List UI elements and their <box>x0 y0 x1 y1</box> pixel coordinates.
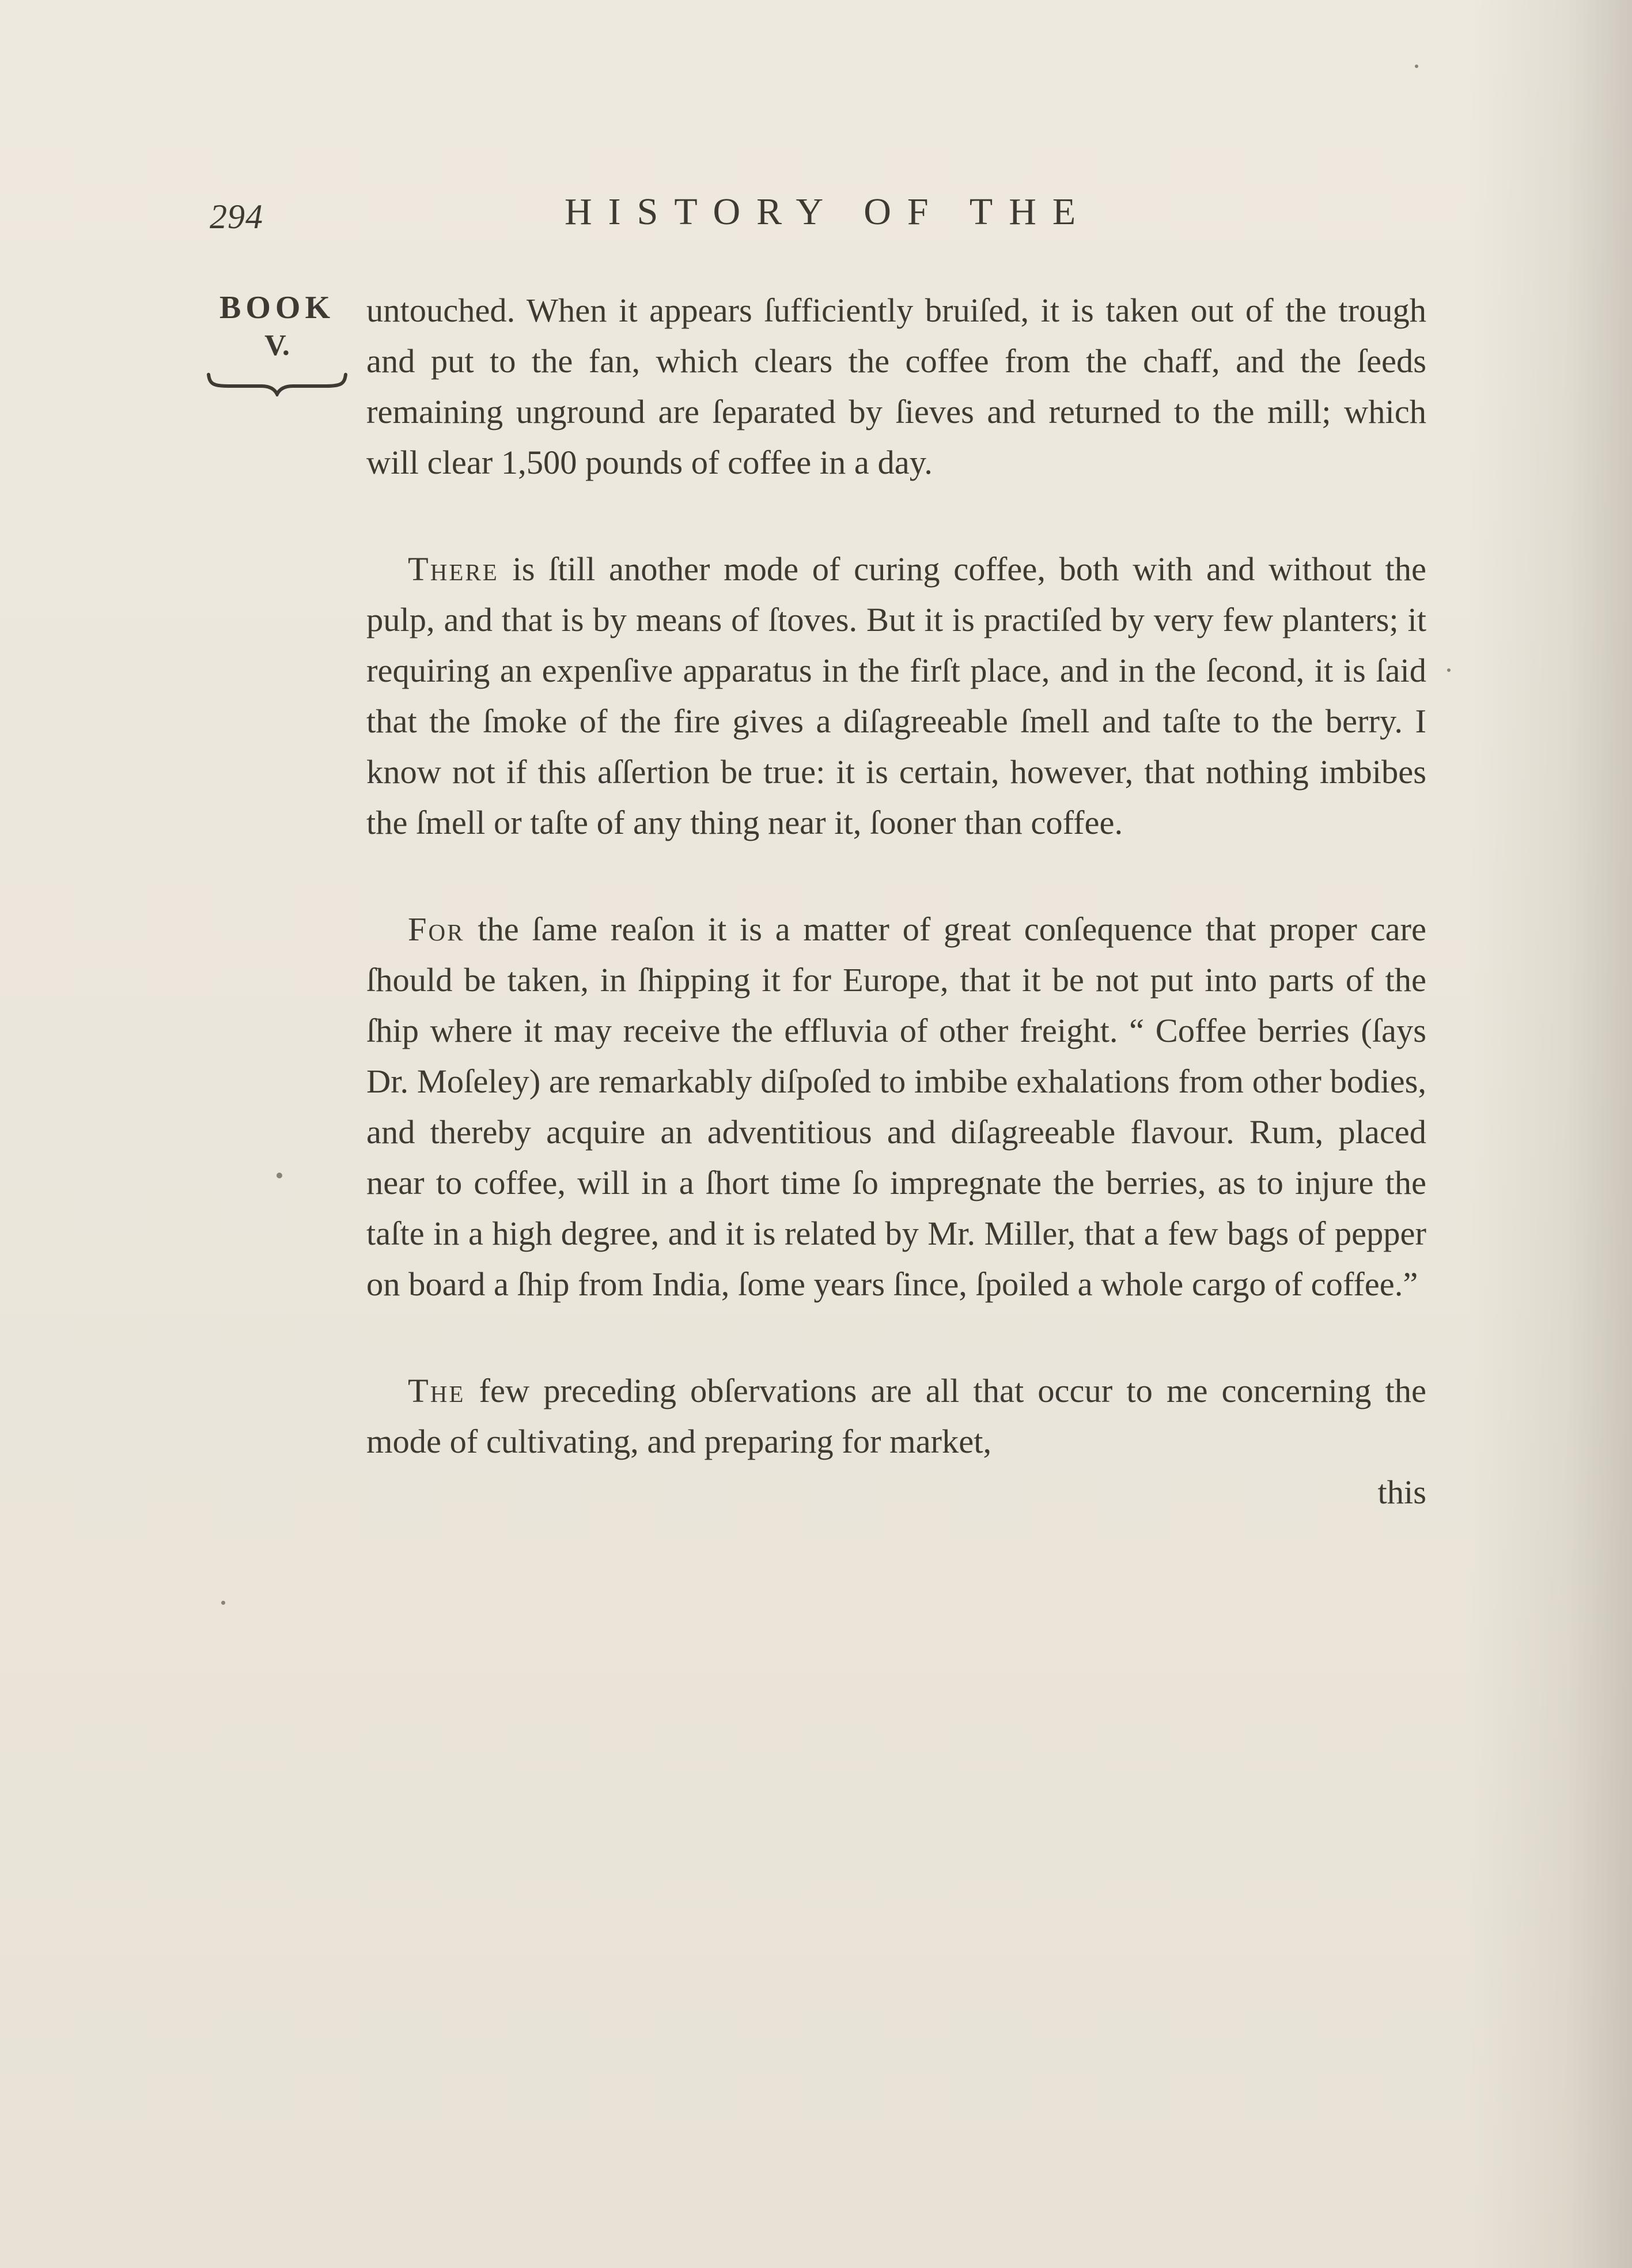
paper-speck <box>221 1601 225 1605</box>
running-head <box>207 190 1429 254</box>
paper-speck <box>1415 65 1418 68</box>
running-title: HISTORY OF THE <box>565 191 1092 233</box>
paragraph-1 <box>366 285 1426 488</box>
brace-ornament <box>205 371 349 396</box>
paragraph-lead: The <box>408 1372 465 1409</box>
paper-speck <box>277 1173 282 1178</box>
paragraph-2 <box>366 544 1426 848</box>
book-number: V. <box>264 329 290 362</box>
book-label: BOOK <box>219 290 335 326</box>
catchword: this <box>1377 1473 1426 1511</box>
paragraph-3 <box>366 904 1426 1310</box>
paragraph-text: untouched. When it appears ſufficiently bruiſed, it is taken out of the trough and put to the fan, which clears the coffee from the chaff, and the ſeeds remaining unground are ſeparated by ſieves and returned to the mill; which will clear 1,500 pounds of coffee in a day. <box>366 292 1426 481</box>
marginal-note <box>205 287 349 396</box>
paragraph-text: is ſtill another mode of curing coffee, both with and without the pulp, and that is by means of ſtoves. But it is practiſed by very few planters; it requiring an expenſive apparatus in the firſt place, and in the ſecond, it is ſaid that the ſmoke of the fire gives a diſagreeable ſmell and taſte to the berry. I know not if this aſſertion be true: it is certain, however, that nothing imbibes the ſmell or taſte of any thing near it, ſooner than coffee. <box>366 550 1426 841</box>
paper-speck <box>1447 668 1451 672</box>
paragraph-lead: There <box>408 550 499 588</box>
paragraph-4 <box>366 1366 1426 1467</box>
body-text <box>366 285 1426 1518</box>
paragraph-text: the ſame reaſon it is a matter of great conſequence that proper care ſhould be taken, in ſhipping it for Europe, that it be not put into parts of the ſhip where it may receive the effluvia of other freight. “ Coffee berries (ſays Dr. Moſeley) are remarkably diſpoſed to imbibe exhalations from other bodies, and thereby acquire an adventitious and diſagreeable flavour. Rum, placed near to coffee, will in a ſhort time ſo impregnate the berries, as to injure the taſte in a high degree, and it is related by Mr. Miller, that a few bags of pepper on board a ſhip from India, ſome years ſince, ſpoiled a whole cargo of coffee.” <box>366 910 1426 1303</box>
page-number: 294 <box>210 198 263 236</box>
paragraph-lead: For <box>408 910 465 948</box>
paragraph-text: few preceding obſervations are all that occur to me concerning the mode of cultivating, and preparing for market, <box>366 1372 1426 1460</box>
